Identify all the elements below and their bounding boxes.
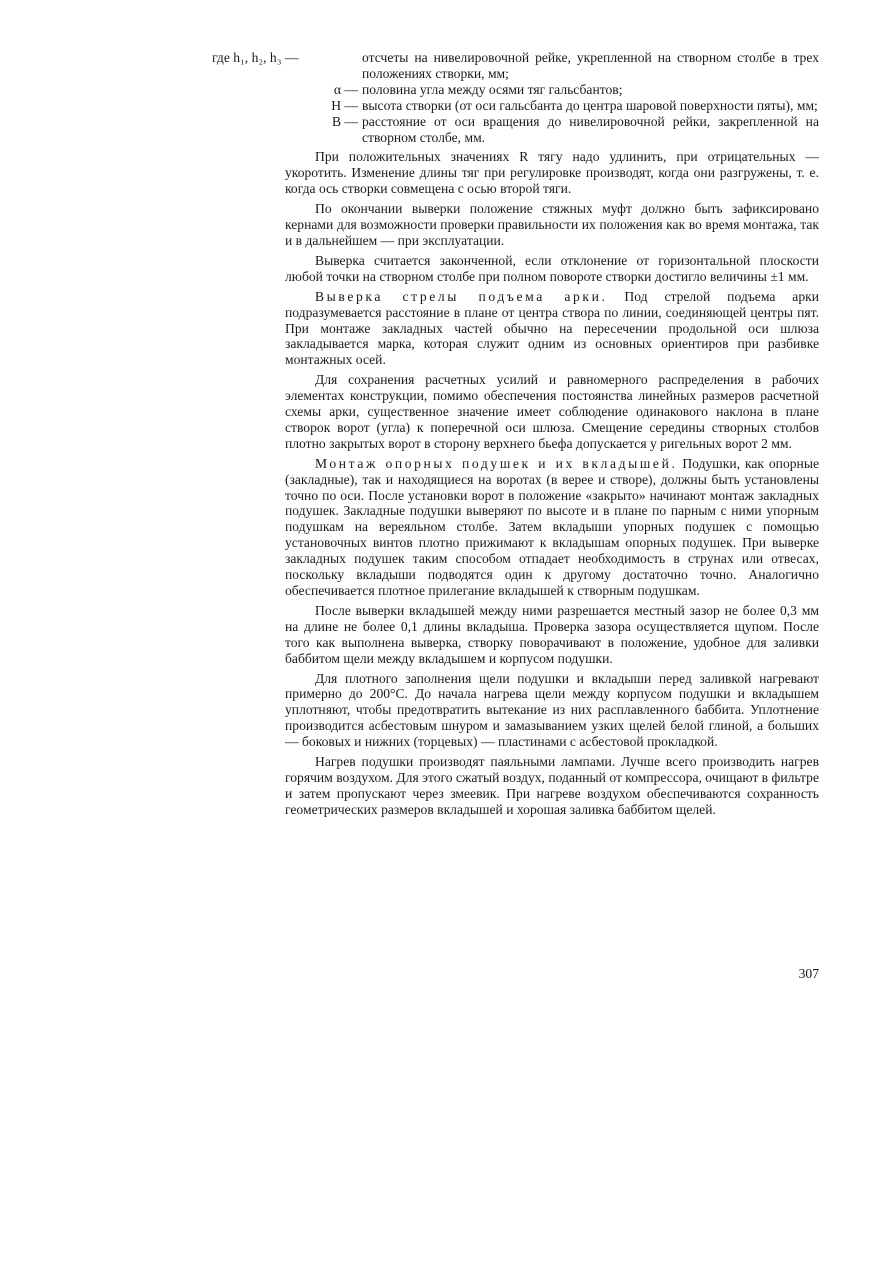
definition-symbol: где h₁, h₂, h₃ — <box>212 50 299 65</box>
definition-text: высота створки (от оси гальсбанта до центра шаровой поверхности пяты), мм; <box>362 97 818 113</box>
definition-item <box>285 82 819 98</box>
paragraph: После выверки вкладышей между ними разрешается местный зазор не более 0,3 мм на длине не более 0,1 длины вкладыша. Проверка зазора осуществляется щупом. После того как выполнена выверка, створку поворачивают в положение, удобное для заливки баббитом щели между вкладышем и корпусом подушки. <box>285 602 819 666</box>
paragraph: При положительных значениях R тягу надо удлинить, при отрицательных — укоротить. Изменение длины тяг при регулировке производят, когда они разгружены, т. е. когда ось створки совмещена с осью второй тяги. <box>285 149 819 197</box>
run-in-heading: Выверка стрелы подъема арки. <box>315 288 608 304</box>
paragraph-text: Под стрелой подъема арки подразумевается расстояние в плане от центра створа по линии, соединяющей центры пят. При монтаже закладных частей обычно на пересечении продольной оси шлюза закладывается марка, которая служит одним из основных ориентиров при разбивке монтажных осей. <box>285 288 819 368</box>
paragraph-text: Подушки, как опорные (закладные), так и находящиеся на воротах (в верее и створе), должны быть установлены точно по оси. После установки ворот в положение «закрыто» начинают монтаж закладных подушек. Закладные подушки выверяют по высоте и в плане по парным с ними упорным подушкам на вереяльном столбе. Затем вкладыши упорных подушек с помощью установочных винтов плотно прижимают к вкладышам опорных подушек. При выверке закладных подушек таким способом отпадает необходимость в струнах или отвесах, поскольку вкладыши подводятся один к другому достаточно точно. Аналогично обеспечивается плотное прилегание вкладышей к створным подушкам. <box>285 455 819 598</box>
page-number: 307 <box>798 966 819 981</box>
symbol-definitions <box>212 50 819 145</box>
definition-text: половина угла между осями тяг гальсбантов; <box>362 81 623 97</box>
run-in-heading: Монтаж опорных подушек и их вкладышей. <box>315 455 678 471</box>
definition-item <box>212 50 819 82</box>
definition-symbol: α — <box>333 81 358 97</box>
definition-item <box>285 114 819 146</box>
definition-symbol: B — <box>331 113 358 129</box>
definition-text: расстояние от оси вращения до нивелировочной рейки, закрепленной на створном столбе, мм. <box>362 113 819 145</box>
paragraph: Для плотного заполнения щели подушки и вкладыши перед заливкой нагревают примерно до 200°С. До начала нагрева щели между корпусом подушки и вкладышем уплотняют, чтобы предотвратить вытекание из них расплавленного баббита. Уплотнение производится асбестовым шнуром и замазыванием узких щелей белой глиной, а больших — боковых и нижних (торцевых) — пластинами с асбестовой прокладкой. <box>285 670 819 750</box>
page-body <box>212 50 819 822</box>
paragraph: Для сохранения расчетных усилий и равномерного распределения в рабочих элементах конструкции, помимо обеспечения постоянства линейных размеров расчетной схемы арки, существенное значение имеет соблюдение одинакового наклона в плане створок ворот (угла) к поперечной оси шлюза. Смещение середины створных столбов плотно закрытых ворот в сторону верхнего бьефа допускается у ригельных ворот 2 мм. <box>285 372 819 451</box>
paragraph: Выверка считается законченной, если отклонение от горизонтальной плоскости любой точки на створном столбе при полном повороте створки достигло величины ±1 мм. <box>285 252 819 284</box>
definition-item <box>285 98 819 114</box>
definition-text: отсчеты на нивелировочной рейке, укрепленной на створном столбе в трех положениях створки, мм; <box>362 50 819 81</box>
paragraph <box>285 456 819 599</box>
paragraph <box>285 289 819 369</box>
definition-symbol: H — <box>331 97 358 113</box>
paragraph: Нагрев подушки производят паяльными лампами. Лучше всего производить нагрев горячим воздухом. Для этого сжатый воздух, поданный от компрессора, очищают в фильтре и затем пропускают через змеевик. При нагреве воздухом обеспечиваются сохранность геометрических размеров вкладышей и хорошая заливка баббитом щелей. <box>285 754 819 817</box>
paragraph: По окончании выверки положение стяжных муфт должно быть зафиксировано кернами для возможности проверки правильности их положения как во время монтажа, так и в дальнейшем — при эксплуатации. <box>285 201 819 248</box>
